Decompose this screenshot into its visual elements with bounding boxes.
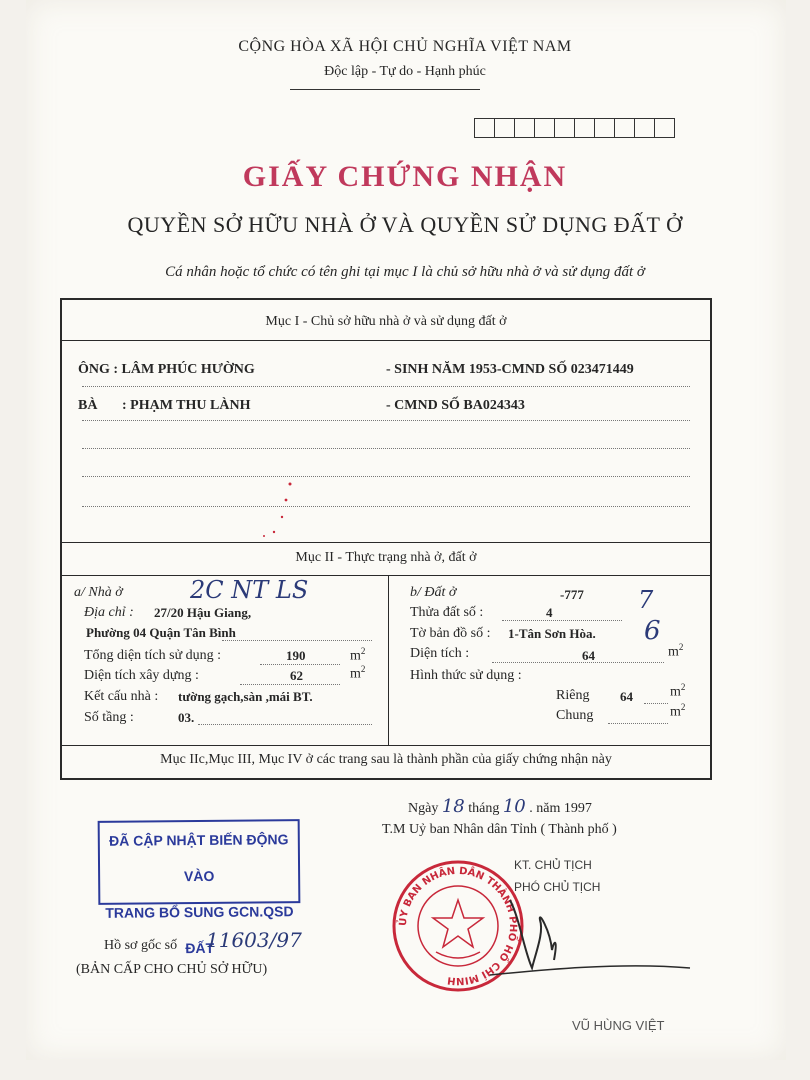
dotted-line bbox=[240, 684, 340, 685]
header-underline bbox=[290, 89, 480, 90]
authority: T.M Uỷ ban Nhân dân Tỉnh ( Thành phố ) bbox=[382, 822, 617, 837]
dotted-line bbox=[198, 724, 372, 725]
file-number-label: Hồ sơ gốc số bbox=[104, 938, 178, 953]
dotted-line bbox=[492, 662, 664, 663]
map-value: 1-Tân Sơn Hòa. bbox=[508, 626, 596, 641]
dotted-line bbox=[222, 640, 372, 641]
seal-text: ỦY BAN NHÂN DÂN THÀNH PHỐ HỒ CHÍ MINH bbox=[397, 865, 519, 987]
date-line: Ngày 18 tháng 10 . năm 1997 bbox=[408, 796, 592, 817]
total-area-unit bbox=[350, 646, 365, 665]
year-label: năm bbox=[536, 801, 561, 816]
section2-divider bbox=[62, 575, 710, 576]
dotted-line bbox=[608, 723, 668, 724]
update-stamp-line2: TRANG BỔ SUNG GCN.QSD ĐẤT bbox=[105, 903, 294, 957]
country-heading: CỘNG HÒA XÃ HỘI CHỦ NGHĨA VIỆT NAM bbox=[238, 38, 572, 55]
built-area-value: 62 bbox=[290, 668, 303, 683]
unit-m: m bbox=[670, 704, 681, 720]
unit-m: m bbox=[350, 648, 361, 664]
structure-label: Kết cấu nhà : bbox=[84, 689, 159, 704]
land-area-unit bbox=[668, 642, 683, 661]
unit-sup: 2 bbox=[678, 642, 684, 652]
certificate-table bbox=[60, 298, 712, 780]
dotted-line bbox=[82, 506, 690, 507]
unit-sup: 2 bbox=[360, 646, 366, 656]
unit-m: m bbox=[670, 684, 681, 700]
address-label: Địa chỉ : bbox=[84, 605, 134, 620]
day-value: 18 bbox=[441, 796, 465, 817]
file-number-value: 11603/97 bbox=[206, 928, 302, 952]
section2-top-divider bbox=[62, 542, 710, 543]
year-value: 1997 bbox=[563, 801, 592, 816]
address-line2: Phường 04 Quận Tân Bình bbox=[86, 625, 236, 640]
shared-unit bbox=[670, 702, 685, 721]
private-value: 64 bbox=[620, 689, 633, 704]
section1-title: Mục I - Chủ sở hữu nhà ở và sử dụng đất ở bbox=[265, 314, 507, 329]
dotted-line bbox=[82, 386, 690, 387]
built-area-label: Diện tích xây dựng : bbox=[84, 668, 199, 683]
signature-icon bbox=[480, 880, 700, 990]
owner1-id: - SINH NĂM 1953-CMND SỐ 023471449 bbox=[386, 362, 634, 377]
total-area-value: 190 bbox=[286, 648, 306, 663]
private-unit bbox=[670, 682, 685, 701]
month-value: 10 bbox=[502, 796, 526, 817]
red-ink-marks bbox=[252, 472, 302, 542]
dotted-line bbox=[644, 703, 668, 704]
certificate-intro: Cá nhân hoặc tổ chức có tên ghi tại mục I là chủ sở hữu nhà ở và sử dụng đất ở bbox=[165, 264, 645, 280]
house-label: a/ Nhà ở bbox=[74, 585, 123, 600]
total-area-label: Tổng diện tích sử dụng : bbox=[84, 648, 222, 663]
update-stamp-line1: ĐÃ CẬP NHẬT BIẾN ĐỘNG VÀO bbox=[109, 831, 289, 885]
map-label: Tờ bản đồ số : bbox=[410, 626, 491, 641]
built-area-unit bbox=[350, 664, 365, 683]
plot-value: 4 bbox=[546, 605, 553, 620]
owner1-name: ÔNG : LÂM PHÚC HƯỜNG bbox=[78, 362, 255, 377]
map-handwritten: 6 bbox=[644, 616, 661, 646]
address-line1: 27/20 Hậu Giang, bbox=[154, 605, 252, 620]
unit-sup: 2 bbox=[680, 682, 686, 692]
usage-label: Hình thức sử dụng : bbox=[410, 668, 522, 683]
dotted-line bbox=[502, 620, 622, 621]
motto: Độc lập - Tự do - Hạnh phúc bbox=[324, 64, 486, 79]
section-note: Mục IIc,Mục III, Mục IV ở các trang sau là thành phần của giấy chứng nhận này bbox=[160, 752, 612, 767]
signer-name: VŨ HÙNG VIỆT bbox=[572, 1018, 665, 1033]
dotted-line bbox=[260, 664, 340, 665]
unit-sup: 2 bbox=[360, 664, 366, 674]
section1-divider bbox=[62, 340, 710, 341]
floors-label: Số tầng : bbox=[84, 710, 134, 725]
plot-label: Thửa đất số : bbox=[410, 605, 484, 620]
section2-column-divider bbox=[388, 575, 389, 745]
land-code: -777 bbox=[560, 587, 584, 602]
land-area-value: 64 bbox=[582, 648, 595, 663]
structure-value: tường gạch,sàn ,mái BT. bbox=[178, 689, 313, 704]
owner2-name: : PHẠM THU LÀNH bbox=[122, 398, 251, 413]
house-handwritten-code: 2C NT LS bbox=[190, 576, 309, 604]
land-area-label: Diện tích : bbox=[410, 646, 470, 661]
unit-sup: 2 bbox=[680, 702, 686, 712]
role-pho-chu-tich: PHÓ CHỦ TỊCH bbox=[514, 880, 601, 894]
unit-m: m bbox=[668, 644, 679, 660]
private-label: Riêng bbox=[556, 688, 590, 703]
land-label: b/ Đất ở bbox=[410, 585, 457, 600]
floors-value: 03. bbox=[178, 710, 195, 725]
certificate-subtitle: QUYỀN SỞ HỮU NHÀ Ở VÀ QUYỀN SỬ DỤNG ĐẤT Ở bbox=[127, 212, 683, 237]
shared-label: Chung bbox=[556, 708, 594, 723]
owner2-id: - CMND SỐ BA024343 bbox=[386, 398, 525, 413]
dotted-line bbox=[82, 448, 690, 449]
serial-number-boxes bbox=[474, 118, 675, 138]
role-kt-chu-tich: KT. CHỦ TỊCH bbox=[514, 858, 592, 872]
note-divider bbox=[62, 745, 710, 746]
month-label: tháng bbox=[468, 801, 500, 816]
day-label: Ngày bbox=[408, 801, 439, 816]
section2-title: Mục II - Thực trạng nhà ở, đất ở bbox=[295, 550, 477, 565]
dotted-line bbox=[82, 476, 690, 477]
owner2-label: BÀ bbox=[78, 398, 98, 413]
unit-m: m bbox=[350, 666, 361, 682]
plot-handwritten: 7 bbox=[638, 586, 654, 614]
copy-note: (BẢN CẤP CHO CHỦ SỞ HỮU) bbox=[76, 962, 268, 977]
certificate-title: GIẤY CHỨNG NHẬN bbox=[242, 160, 568, 193]
dotted-line bbox=[82, 420, 690, 421]
